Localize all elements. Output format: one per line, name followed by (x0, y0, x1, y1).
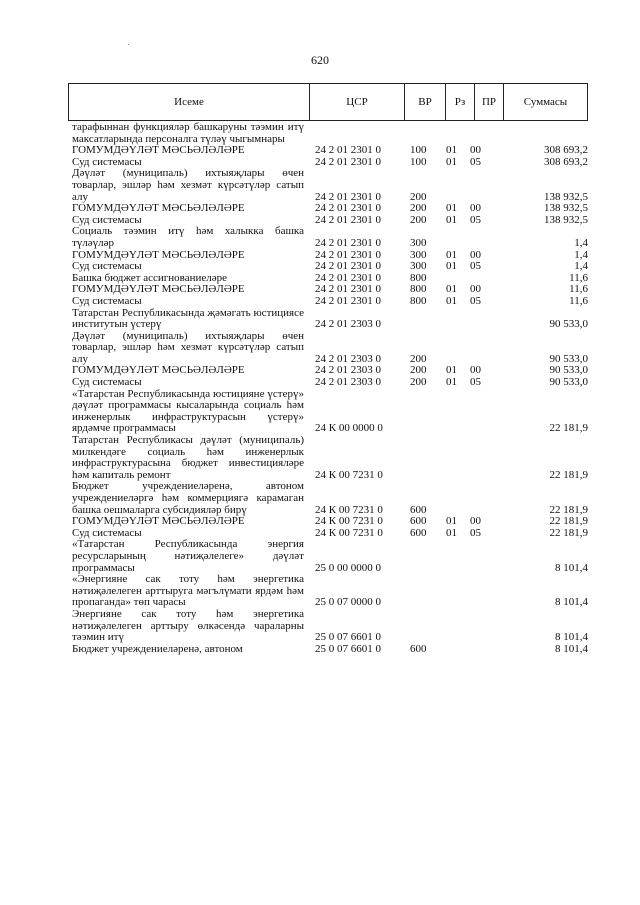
row-vr: 600 (410, 503, 427, 516)
row-csr: 25 0 00 0000 0 (315, 561, 381, 574)
table-row (72, 609, 588, 644)
row-vr: 800 (410, 283, 427, 296)
row-vr: 200 (410, 376, 427, 389)
row-sum: 22 181,9 (549, 515, 588, 528)
table-row (72, 261, 588, 273)
row-name: ГОМУМДӘҮЛӘТ МӘСЬӘЛӘЛӘРЕ (72, 515, 245, 528)
row-csr: 24 2 01 2301 0 (315, 271, 381, 284)
row-vr: 200 (410, 352, 427, 365)
row-vr: 600 (410, 515, 427, 528)
row-csr: 24 К 00 0000 0 (315, 422, 383, 435)
table-row (72, 435, 588, 481)
header-rz: Рз (445, 84, 474, 120)
table-body (72, 122, 588, 655)
row-sum: 11,6 (569, 283, 588, 296)
row-pr: 05 (470, 155, 481, 168)
row-sum: 308 693,2 (544, 155, 588, 168)
row-pr: 00 (470, 515, 481, 528)
row-name: Дәүләт (муниципаль) ихтыяҗлары өчен товарлар, эшләр һәм хезмәт күрсәтүләр сатып алу (72, 167, 304, 203)
row-name: ГОМУМДӘҮЛӘТ МӘСЬӘЛӘЛӘРЕ (72, 144, 245, 157)
row-name: «Энергияне сак тоту һәм энергетика нәтиҗәлелеген арттыруга мәгълүмати ярдәм һәм пропаганда» төп чарасы (72, 573, 304, 609)
table-row (72, 296, 588, 308)
row-rz: 01 (446, 515, 457, 528)
row-rz: 01 (446, 213, 457, 226)
row-name: ГОМУМДӘҮЛӘТ МӘСЬӘЛӘЛӘРЕ (72, 364, 245, 377)
row-csr: 25 0 07 0000 0 (315, 596, 381, 609)
row-csr: 24 2 01 2301 0 (315, 248, 381, 261)
row-vr: 800 (410, 294, 427, 307)
row-sum: 8 101,4 (555, 561, 588, 574)
row-csr: 24 К 00 7231 0 (315, 468, 383, 481)
row-name: Энергияне сак тоту һәм энергетика нәтиҗәлелеген арттыру өлкәсендә чараларны тәэмин итү (72, 607, 304, 644)
table-row (72, 539, 588, 574)
row-name: Суд системасы (72, 526, 142, 539)
row-rz: 01 (446, 260, 457, 273)
row-sum: 90 533,0 (549, 364, 588, 377)
row-sum: 11,6 (569, 294, 588, 307)
row-rz: 01 (446, 248, 457, 261)
row-name: ГОМУМДӘҮЛӘТ МӘСЬӘЛӘЛӘРЕ (72, 202, 245, 215)
row-csr: 24 2 01 2303 0 (315, 318, 381, 331)
table-row (72, 389, 588, 435)
row-pr: 00 (470, 283, 481, 296)
row-vr: 800 (410, 271, 427, 284)
row-rz: 01 (446, 144, 457, 157)
row-csr: 24 2 01 2303 0 (315, 364, 381, 377)
row-csr: 24 2 01 2301 0 (315, 213, 381, 226)
row-rz: 01 (446, 526, 457, 539)
row-name: Татарстан Республикасы дәүләт (муниципаль) милкендәге социаль һәм инженерлык инфраструктурасына бюджет инвестицияләре һәм капиталь ремонт (72, 434, 304, 481)
row-sum: 90 533,0 (549, 352, 588, 365)
row-sum: 138 932,5 (544, 213, 588, 226)
row-sum: 1,4 (574, 260, 588, 273)
header-vr: ВР (404, 84, 445, 120)
row-name: Башка бюджет ассигнованиеләре (72, 271, 227, 284)
row-sum: 90 533,0 (549, 318, 588, 331)
row-name: Дәүләт (муниципаль) ихтыяҗлары өчен товарлар, эшләр һәм хезмәт күрсәтүләр сатып алу (72, 329, 304, 365)
row-sum: 22 181,9 (549, 468, 588, 481)
row-sum: 138 932,5 (544, 190, 588, 203)
row-sum: 8 101,4 (555, 631, 588, 644)
row-name: Бюджет учреждениеләренә, автоном (72, 642, 243, 655)
row-vr: 600 (410, 526, 427, 539)
row-vr: 600 (410, 642, 427, 655)
row-pr: 00 (470, 202, 481, 215)
row-sum: 22 181,9 (549, 422, 588, 435)
row-vr: 100 (410, 155, 427, 168)
row-sum: 11,6 (569, 271, 588, 284)
row-pr: 00 (470, 144, 481, 157)
row-sum: 8 101,4 (555, 642, 588, 655)
row-csr: 24 К 00 7231 0 (315, 526, 383, 539)
row-vr: 200 (410, 364, 427, 377)
row-csr: 24 2 01 2301 0 (315, 260, 381, 273)
row-name: Суд системасы (72, 213, 142, 226)
row-csr: 24 2 01 2301 0 (315, 144, 381, 157)
page-number: 620 (311, 53, 329, 67)
row-name: Суд системасы (72, 260, 142, 273)
row-csr: 24 2 01 2303 0 (315, 376, 381, 389)
row-name: Татарстан Республикасында җәмәгать юстициясе институтын үстерү (72, 306, 304, 331)
row-csr: 24 2 01 2303 0 (315, 352, 381, 365)
row-rz: 01 (446, 364, 457, 377)
row-name: Социаль тәэмин итү һәм халыкка башка түләүләр (72, 225, 304, 249)
row-csr: 24 2 01 2301 0 (315, 283, 381, 296)
scan-speck (128, 44, 129, 45)
row-rz: 01 (446, 202, 457, 215)
row-pr: 05 (470, 294, 481, 307)
table-row (72, 203, 588, 215)
table-header (68, 83, 588, 121)
row-name: ГОМУМДӘҮЛӘТ МӘСЬӘЛӘЛӘРЕ (72, 248, 245, 261)
row-sum: 138 932,5 (544, 202, 588, 215)
row-pr: 05 (470, 260, 481, 273)
row-sum: 1,4 (574, 248, 588, 261)
row-rz: 01 (446, 155, 457, 168)
row-name: «Татарстан Республикасында юстицияне үстерү» дәүләт программасы кысаларында социаль һәм инженерлык инфраструктурасын үстерү» ярдәмче программасы (72, 387, 304, 435)
row-pr: 00 (470, 364, 481, 377)
row-name: Суд системасы (72, 155, 142, 168)
row-csr: 25 0 07 6601 0 (315, 642, 381, 655)
table-row (72, 226, 588, 249)
row-name: Суд системасы (72, 376, 142, 389)
row-vr: 300 (410, 248, 427, 261)
row-csr: 24 К 00 7231 0 (315, 503, 383, 516)
table-row (72, 168, 588, 203)
row-name: тарафыннан функцияләр башкаруны тәэмин итү максатларында персоналга түләү чыгымнары (72, 121, 304, 145)
table-row (72, 308, 588, 331)
row-sum: 90 533,0 (549, 376, 588, 389)
row-rz: 01 (446, 283, 457, 296)
row-sum: 22 181,9 (549, 526, 588, 539)
row-name: Бюджет учреждениеләренә, автоном учреждениеләргә һәм коммерциягә карамаган башка оешмаларга субсидияләр бирү (72, 480, 304, 516)
row-csr: 24 2 01 2301 0 (315, 155, 381, 168)
row-sum: 22 181,9 (549, 503, 588, 516)
row-name: Суд системасы (72, 294, 142, 307)
row-pr: 05 (470, 376, 481, 389)
header-csr: ЦСР (309, 84, 404, 120)
row-csr: 24 2 01 2301 0 (315, 236, 381, 249)
table-row (72, 481, 588, 516)
table-row (72, 122, 588, 145)
row-name: «Татарстан Республикасында энергия ресурсларының нәтиҗәлелеге» дәүләт программасы (72, 538, 304, 574)
row-pr: 05 (470, 213, 481, 226)
row-csr: 24 2 01 2301 0 (315, 294, 381, 307)
row-vr: 200 (410, 190, 427, 203)
row-vr: 200 (410, 202, 427, 215)
row-csr: 25 0 07 6601 0 (315, 631, 381, 644)
row-vr: 300 (410, 236, 427, 249)
row-vr: 100 (410, 144, 427, 157)
header-name: Исеме (174, 96, 204, 108)
row-csr: 24 2 01 2301 0 (315, 190, 381, 203)
header-pr: ПР (474, 84, 503, 120)
row-rz: 01 (446, 376, 457, 389)
table-row (72, 574, 588, 609)
table-row (72, 331, 588, 366)
row-sum: 1,4 (574, 236, 588, 249)
header-sum: Суммасы (503, 84, 587, 120)
row-vr: 300 (410, 260, 427, 273)
row-csr: 24 2 01 2301 0 (315, 202, 381, 215)
table-row (72, 644, 588, 656)
row-rz: 01 (446, 294, 457, 307)
row-pr: 05 (470, 526, 481, 539)
row-vr: 200 (410, 213, 427, 226)
row-name: ГОМУМДӘҮЛӘТ МӘСЬӘЛӘЛӘРЕ (72, 283, 245, 296)
row-sum: 308 693,2 (544, 144, 588, 157)
row-pr: 00 (470, 248, 481, 261)
row-csr: 24 К 00 7231 0 (315, 515, 383, 528)
table-row (72, 377, 588, 389)
row-sum: 8 101,4 (555, 596, 588, 609)
